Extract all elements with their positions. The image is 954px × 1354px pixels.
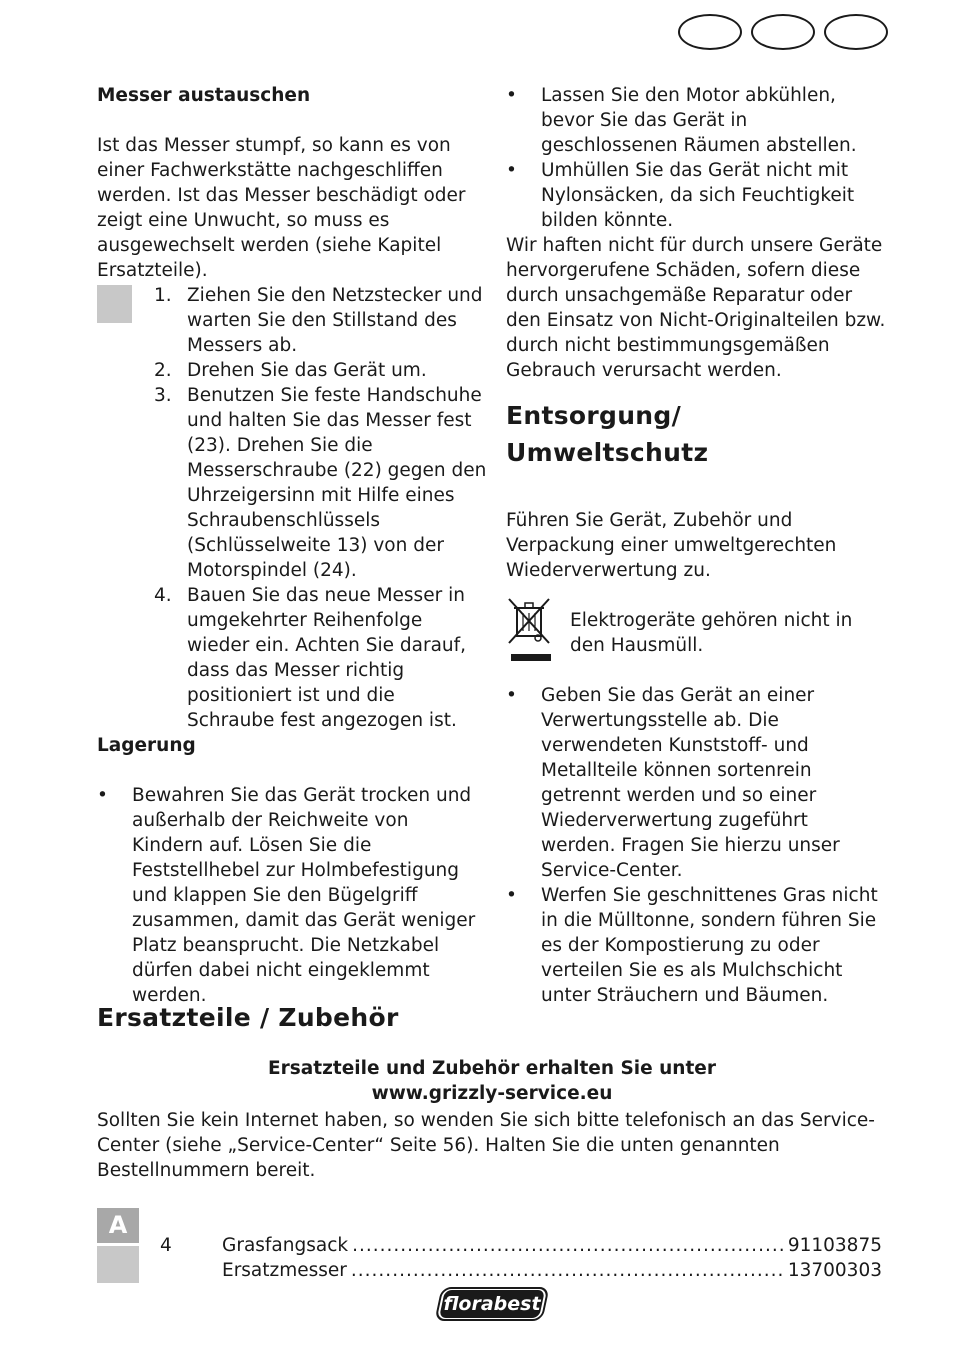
weee-text: Elektrogeräte gehören nicht in den Hausmüll.: [570, 610, 853, 656]
disposal-heading: [506, 397, 708, 471]
step-item: [154, 583, 487, 733]
leader-dots: [351, 1258, 784, 1283]
knife-intro: Ist das Messer stumpf, so kann es von einer Fachwerkstätte nachgeschliffen werden. Ist das Messer beschädigt oder zeigt eine Unwucht, so muss es ausgewechselt werden (siehe Kapitel Ersatzteile).: [97, 135, 466, 281]
part-position: 4: [160, 1235, 172, 1256]
leader-dots: [352, 1233, 784, 1258]
parts-intro: Sollten Sie kein Internet haben, so wenden Sie sich bitte telefonisch an das Service-Center (siehe „Service-Center“ Seite 56). Halten Sie die unten genannten Bestellnummern bereit.: [97, 1110, 875, 1181]
disposal-bullet: [506, 683, 886, 883]
parts-subheading-line: Ersatzteile und Zubehör erhalten Sie unter: [268, 1058, 716, 1079]
liability-text: Wir haften nicht für durch unsere Geräte hervorgerufene Schäden, sofern diese durch unsachgemäße Reparatur oder den Einsatz von Nicht-Originalteilen bzw. durch nicht bestimmungsgemäßen Gebrauch verursacht werden.: [506, 235, 886, 381]
bullet-icon: •: [506, 85, 517, 106]
disposal-heading-line: Umweltschutz: [506, 438, 709, 467]
step-text: Benutzen Sie feste Handschuhe und halten Sie das Messer fest (23). Drehen Sie die Messerschraube (22) gegen den Uhrzeigersinn mit Hilfe eines Schraubenschlüssels (Schlüsselweite 13) von der Motorspindel (24).: [187, 385, 487, 581]
disposal-bullet: [506, 883, 886, 1008]
disposal-heading-line: Entsorgung/: [506, 401, 682, 430]
parts-table: [160, 1233, 882, 1283]
storage-heading: Lagerung: [97, 735, 196, 756]
parts-subheading: [97, 1056, 887, 1106]
bullet-text: Lassen Sie den Motor abkühlen, bevor Sie das Gerät in geschlossenen Räumen abstellen.: [541, 85, 857, 156]
crossed-out-wheelie-bin-icon: [503, 596, 557, 662]
step-text: Bauen Sie das neue Messer in umgekehrter Reihenfolge wieder ein. Achten Sie darauf, dass das Messer richtig positioniert ist und die Schraube fest angezogen ist.: [187, 585, 467, 731]
part-number: 13700303: [787, 1260, 882, 1281]
parts-heading: Ersatzteile / Zubehör: [97, 1003, 399, 1032]
step-number: 2.: [154, 360, 172, 381]
disposal-intro: Führen Sie Gerät, Zubehör und Verpackung einer umweltgerechten Wiederverwertung zu.: [506, 510, 837, 581]
bullet-icon: •: [506, 885, 517, 906]
care-bullet: [506, 83, 886, 158]
knife-heading: Messer austauschen: [97, 85, 311, 106]
language-ovals: [678, 14, 890, 52]
figure-letter: A: [97, 1208, 139, 1243]
disposal-list: [506, 683, 886, 1008]
part-number: 91103875: [787, 1235, 882, 1256]
logo-text: florabest: [443, 1293, 541, 1315]
storage-bullet: [97, 783, 484, 1008]
step-number: 3.: [154, 385, 172, 406]
step-item: [154, 283, 487, 358]
instruction-marker: [97, 285, 132, 323]
language-oval: [751, 14, 815, 50]
care-list: [506, 83, 886, 233]
bullet-text: Werfen Sie geschnittenes Gras nicht in die Mülltonne, sondern führen Sie es der Kompostierung zu oder verteilen Sie es als Mulchschicht unter Sträuchern und Bäumen.: [541, 885, 878, 1006]
replacement-steps: [154, 283, 487, 733]
step-item: [154, 383, 487, 583]
language-oval: [678, 14, 742, 50]
storage-list: [97, 783, 484, 1008]
step-text: Ziehen Sie den Netzstecker und warten Sie den Stillstand des Messers ab.: [187, 285, 483, 356]
bullet-icon: •: [506, 160, 517, 181]
care-bullet: [506, 158, 886, 233]
florabest-logo: [438, 1284, 548, 1324]
step-item: [154, 358, 487, 383]
step-number: 4.: [154, 585, 172, 606]
step-number: 1.: [154, 285, 172, 306]
service-url: www.grizzly-service.eu: [371, 1083, 613, 1104]
table-row: [160, 1233, 882, 1258]
part-name: Grasfangsack: [222, 1235, 349, 1256]
bullet-text: Geben Sie das Gerät an einer Verwertungsstelle ab. Die verwendeten Kunststoff- und Metallteile können sortenrein getrennt werden und so einer Wiederverwertung zugeführt werden. Fragen Sie hierzu unser Service-Center.: [541, 685, 840, 881]
table-row: [160, 1258, 882, 1283]
part-name: Ersatzmesser: [222, 1260, 347, 1281]
bullet-text: Bewahren Sie das Gerät trocken und außerhalb der Reichweite von Kindern auf. Lösen Sie die Feststellhebel zur Holmbefestigung und klappen Sie den Bügelgriff zusammen, damit das Gerät weniger Platz beansprucht. Die Netzkabel dürfen dabei nicht eingeklemmt werden.: [132, 785, 476, 1006]
bullet-icon: •: [97, 785, 108, 806]
language-oval: [824, 14, 888, 50]
step-text: Drehen Sie das Gerät um.: [187, 360, 427, 381]
bullet-icon: •: [506, 685, 517, 706]
bullet-text: Umhüllen Sie das Gerät nicht mit Nylonsäcken, da sich Feuchtigkeit bilden könnte.: [541, 160, 855, 231]
figure-marker: [97, 1208, 139, 1283]
